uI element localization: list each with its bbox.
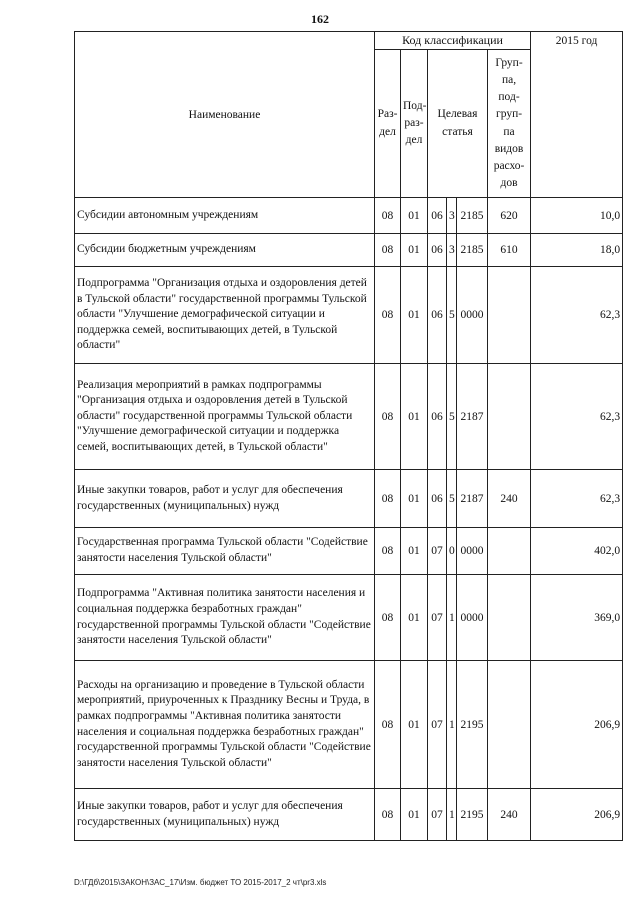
- header-name: Наименование: [75, 32, 375, 198]
- row-name: Подпрограмма "Активная политика занятости населения и социальная поддержка безработных граждан" государственной программы Тульской области "Содействие занятости населения Тульской области": [75, 575, 375, 661]
- row-target-subprogram: 1: [447, 575, 457, 661]
- row-target-subprogram: 5: [447, 267, 457, 364]
- row-expense-group: 610: [488, 234, 531, 267]
- row-podrazdel: 01: [401, 575, 428, 661]
- row-target-direction: 2195: [457, 661, 488, 789]
- row-target-direction: 0000: [457, 575, 488, 661]
- header-year: 2015 год: [531, 32, 623, 198]
- row-name: Субсидии бюджетным учреждениям: [75, 234, 375, 267]
- row-podrazdel: 01: [401, 364, 428, 470]
- row-razdel: 08: [375, 661, 401, 789]
- row-target-direction: 2187: [457, 470, 488, 528]
- row-podrazdel: 01: [401, 267, 428, 364]
- row-amount: 402,0: [531, 528, 623, 575]
- row-amount: 18,0: [531, 234, 623, 267]
- row-podrazdel: 01: [401, 528, 428, 575]
- row-podrazdel: 01: [401, 789, 428, 841]
- row-expense-group: [488, 661, 531, 789]
- row-expense-group: [488, 267, 531, 364]
- table-row: [75, 470, 623, 528]
- row-amount: 206,9: [531, 661, 623, 789]
- row-amount: 62,3: [531, 364, 623, 470]
- table-row: [75, 575, 623, 661]
- row-name: Расходы на организацию и проведение в Тульской области мероприятий, приуроченных к Празднику Весны и Труда, в рамках подпрограммы "Активная политика занятости населения и социальная поддержка безработных граждан" государственной программы Тульской области "Содействие занятости населения Тульской области": [75, 661, 375, 789]
- budget-table: [74, 31, 623, 841]
- row-razdel: 08: [375, 234, 401, 267]
- row-name: Иные закупки товаров, работ и услуг для обеспечения государственных (муниципальных) нужд: [75, 789, 375, 841]
- row-target-program: 06: [428, 364, 447, 470]
- row-expense-group: [488, 364, 531, 470]
- row-amount: 62,3: [531, 470, 623, 528]
- row-target-subprogram: 0: [447, 528, 457, 575]
- table-row: [75, 789, 623, 841]
- row-name: Субсидии автономным учреждениям: [75, 198, 375, 234]
- row-target-subprogram: 1: [447, 661, 457, 789]
- row-name: Подпрограмма "Организация отдыха и оздоровления детей в Тульской области" государственной программы Тульской области "Улучшение демографической ситуации и поддержка семей, воспитывающих детей, в Тульской области": [75, 267, 375, 364]
- row-target-direction: 0000: [457, 267, 488, 364]
- row-amount: 10,0: [531, 198, 623, 234]
- row-razdel: 08: [375, 364, 401, 470]
- table-row: [75, 528, 623, 575]
- row-expense-group: 240: [488, 789, 531, 841]
- row-amount: 206,9: [531, 789, 623, 841]
- row-podrazdel: 01: [401, 198, 428, 234]
- row-amount: 369,0: [531, 575, 623, 661]
- row-target-program: 07: [428, 661, 447, 789]
- file-path-footer: D:\ГДб\2015\ЗАКОН\ЗАС_17\Изм. бюджет ТО 2015-2017_2 чт\pr3.xls: [74, 878, 327, 887]
- table-row: [75, 198, 623, 234]
- row-expense-group: [488, 575, 531, 661]
- row-razdel: 08: [375, 528, 401, 575]
- row-expense-group: [488, 528, 531, 575]
- header-classification: Код классификации: [375, 32, 531, 50]
- row-target-program: 06: [428, 470, 447, 528]
- row-name: Иные закупки товаров, работ и услуг для обеспечения государственных (муниципальных) нужд: [75, 470, 375, 528]
- row-razdel: 08: [375, 470, 401, 528]
- header-podrazdel: Под- раз- дел: [401, 50, 428, 198]
- row-target-subprogram: 5: [447, 470, 457, 528]
- table-row: [75, 267, 623, 364]
- row-podrazdel: 01: [401, 234, 428, 267]
- row-razdel: 08: [375, 789, 401, 841]
- row-target-program: 06: [428, 198, 447, 234]
- row-target-direction: 2195: [457, 789, 488, 841]
- row-target-subprogram: 5: [447, 364, 457, 470]
- row-target-program: 07: [428, 575, 447, 661]
- row-target-direction: 2185: [457, 234, 488, 267]
- header-group: Груп- па, под- груп- па видов расхо- дов: [488, 50, 531, 198]
- row-name: Реализация мероприятий в рамках подпрограммы "Организация отдыха и оздоровления детей в Тульской области" государственной программы Тульской области "Улучшение демографической ситуации и поддержка семей, воспитывающих детей, в Тульской области": [75, 364, 375, 470]
- page-number: 162: [311, 12, 329, 26]
- table-row: [75, 234, 623, 267]
- row-expense-group: 240: [488, 470, 531, 528]
- table-row: [75, 661, 623, 789]
- row-name: Государственная программа Тульской области "Содействие занятости населения Тульской области": [75, 528, 375, 575]
- header-razdel: Раз- дел: [375, 50, 401, 198]
- row-amount: 62,3: [531, 267, 623, 364]
- row-target-direction: 2187: [457, 364, 488, 470]
- row-target-subprogram: 3: [447, 234, 457, 267]
- header-target: Целевая статья: [428, 50, 488, 198]
- row-razdel: 08: [375, 267, 401, 364]
- row-expense-group: 620: [488, 198, 531, 234]
- row-target-program: 07: [428, 789, 447, 841]
- row-target-direction: 0000: [457, 528, 488, 575]
- row-target-program: 07: [428, 528, 447, 575]
- table-row: [75, 364, 623, 470]
- row-target-program: 06: [428, 267, 447, 364]
- row-podrazdel: 01: [401, 470, 428, 528]
- row-target-subprogram: 3: [447, 198, 457, 234]
- row-razdel: 08: [375, 198, 401, 234]
- row-target-program: 06: [428, 234, 447, 267]
- row-razdel: 08: [375, 575, 401, 661]
- row-podrazdel: 01: [401, 661, 428, 789]
- row-target-subprogram: 1: [447, 789, 457, 841]
- row-target-direction: 2185: [457, 198, 488, 234]
